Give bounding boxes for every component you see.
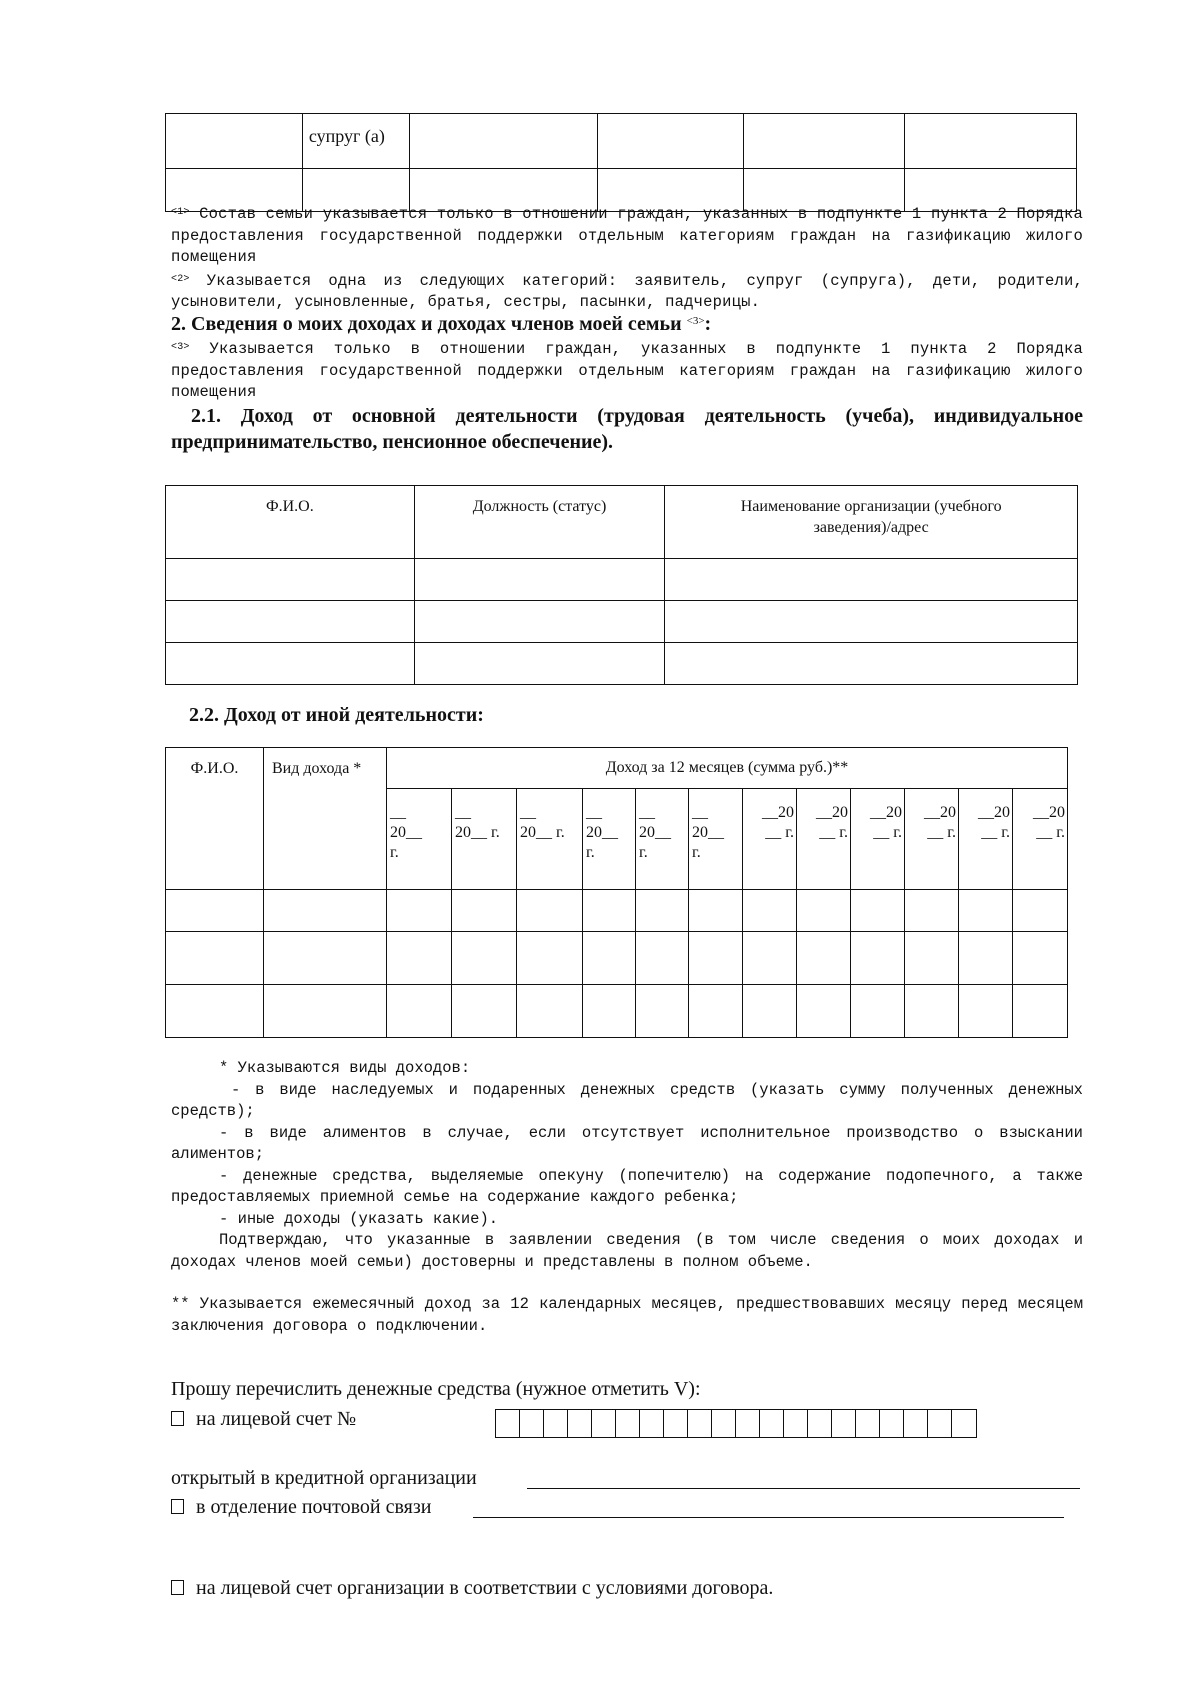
- footnote-3: $^{<3>}$ Указывается только в отношении граждан, указанных в подпункте 1 пункта 2 Порядка предоставления государственной поддержки отдельным категориям граждан на газификацию жилого помещения: [171, 340, 1083, 401]
- section-2-heading: 2. Сведения о моих доходах и доходах членов моей семьи $^{<3>}$:: [171, 313, 712, 335]
- table-cell[interactable]: [166, 932, 264, 985]
- table-cell[interactable]: [166, 559, 415, 601]
- table-cell[interactable]: [797, 890, 851, 932]
- table-cell[interactable]: [166, 643, 415, 685]
- year-header: __20 __ г.: [1013, 789, 1068, 890]
- payment-option-account[interactable]: на лицевой счет №: [171, 1408, 356, 1431]
- bank-label: открытый в кредитной организации: [171, 1467, 477, 1489]
- table-cell[interactable]: [689, 985, 743, 1038]
- year-header: __ 20__ г.: [387, 789, 452, 890]
- table-cell[interactable]: [583, 932, 636, 985]
- account-digit-cell[interactable]: [712, 1410, 736, 1437]
- table-cell[interactable]: [689, 890, 743, 932]
- header-fio: Ф.И.О.: [166, 486, 415, 559]
- header-organization: Наименование организации (учебного заведения)/адрес: [665, 486, 1078, 559]
- table-row: [166, 643, 1078, 685]
- table-cell[interactable]: [905, 114, 1077, 169]
- checkbox-organization[interactable]: [171, 1580, 184, 1595]
- year-header: __20 __ г.: [851, 789, 905, 890]
- table-cell[interactable]: [636, 890, 689, 932]
- table-row: [166, 932, 1068, 985]
- payment-intro: Прошу перечислить денежные средства (нужное отметить V):: [171, 1378, 701, 1400]
- table-cell[interactable]: [409, 114, 597, 169]
- table-cell[interactable]: [665, 559, 1078, 601]
- other-income-table: [165, 747, 1068, 1038]
- year-header: __ 20__ г.: [636, 789, 689, 890]
- table-header-row: [166, 486, 1078, 559]
- checkbox-account[interactable]: [171, 1411, 184, 1426]
- table-cell[interactable]: [743, 890, 797, 932]
- table-cell[interactable]: [905, 985, 959, 1038]
- account-digit-cell[interactable]: [520, 1410, 544, 1437]
- table-cell[interactable]: [851, 890, 905, 932]
- note-line: * Указываются виды доходов:: [219, 1059, 471, 1077]
- account-digit-cell[interactable]: [592, 1410, 616, 1437]
- account-digit-cell[interactable]: [928, 1410, 952, 1437]
- income-notes: [171, 1058, 1083, 1337]
- year-header: __ 20__ г.: [583, 789, 636, 890]
- table-cell[interactable]: [636, 932, 689, 985]
- account-digit-cell[interactable]: [640, 1410, 664, 1437]
- table-cell[interactable]: [1013, 890, 1068, 932]
- account-digit-cell[interactable]: [880, 1410, 904, 1437]
- table-cell[interactable]: [387, 932, 452, 985]
- table-cell[interactable]: [264, 932, 387, 985]
- table-cell[interactable]: [665, 643, 1078, 685]
- account-digit-cell[interactable]: [856, 1410, 880, 1437]
- table-cell[interactable]: [452, 890, 517, 932]
- account-digit-cell[interactable]: [544, 1410, 568, 1437]
- table-row: [166, 985, 1068, 1038]
- table-cell[interactable]: [905, 890, 959, 932]
- table-cell[interactable]: [959, 890, 1013, 932]
- post-office-line[interactable]: [473, 1517, 1064, 1518]
- note-line: - денежные средства, выделяемые опекуну (попечителю) на содержание подопечного, а также предоставляемых приемной семье на содержание каждого ребенка;: [171, 1166, 1083, 1206]
- table-cell[interactable]: [797, 932, 851, 985]
- table-row: [166, 890, 1068, 932]
- table-cell[interactable]: [452, 932, 517, 985]
- section-2-1-heading: 2.1. Доход от основной деятельности (трудовая деятельность (учеба), индивидуальное предпринимательство, пенсионное обеспечение).: [171, 405, 1083, 453]
- note-line: - иные доходы (указать какие).: [219, 1209, 499, 1228]
- year-header: __ 20__ г.: [689, 789, 743, 890]
- bank-name-line[interactable]: [527, 1488, 1080, 1489]
- header-fio: Ф.И.О.: [166, 748, 264, 890]
- year-header: __ 20__ г.: [452, 789, 517, 890]
- account-digit-cell[interactable]: [496, 1410, 520, 1437]
- table-header-row: [166, 748, 1068, 789]
- section-2-2-heading: 2.2. Доход от иной деятельности:: [189, 704, 484, 726]
- table-cell[interactable]: [851, 985, 905, 1038]
- account-digit-cell[interactable]: [568, 1410, 592, 1437]
- table-cell[interactable]: [166, 114, 303, 169]
- table-cell[interactable]: [166, 890, 264, 932]
- account-digit-cell[interactable]: [784, 1410, 808, 1437]
- table-cell[interactable]: [583, 890, 636, 932]
- footnote-2: $^{<2>}$ Указывается одна из следующих категорий: заявитель, супруг (супруга), дети, родители, усыновители, усыновленные, братья, сестры, пасынки, падчерицы.: [171, 271, 1083, 311]
- account-digit-cell[interactable]: [832, 1410, 856, 1437]
- account-digit-cell[interactable]: [616, 1410, 640, 1437]
- table-row: [166, 114, 1077, 169]
- table-cell[interactable]: [583, 985, 636, 1038]
- account-digit-cell[interactable]: [760, 1410, 784, 1437]
- table-row: [166, 559, 1078, 601]
- account-digit-cell[interactable]: [688, 1410, 712, 1437]
- header-position: Должность (статус): [414, 486, 665, 559]
- table-cell[interactable]: [264, 985, 387, 1038]
- table-cell[interactable]: [264, 890, 387, 932]
- table-cell[interactable]: [517, 890, 583, 932]
- payment-option-organization[interactable]: на лицевой счет организации в соответствии с условиями договора.: [171, 1577, 773, 1600]
- table-cell[interactable]: [743, 985, 797, 1038]
- table-cell[interactable]: [905, 932, 959, 985]
- account-digit-cell[interactable]: [904, 1410, 928, 1437]
- footnotes-family: [171, 202, 1083, 314]
- table-cell[interactable]: [744, 114, 905, 169]
- note-line: - в виде наследуемых и подаренных денежных средств (указать сумму полученных денежных средств);: [171, 1080, 1083, 1120]
- table-cell[interactable]: [689, 932, 743, 985]
- header-income-kind: Вид дохода *: [264, 748, 387, 890]
- table-cell[interactable]: [597, 114, 744, 169]
- table-cell[interactable]: [387, 890, 452, 932]
- table-cell[interactable]: [1013, 985, 1068, 1038]
- table-row: [166, 601, 1078, 643]
- header-income-12-months: Доход за 12 месяцев (сумма руб.)**: [387, 748, 1068, 789]
- table-cell[interactable]: [743, 932, 797, 985]
- year-header: __20 __ г.: [905, 789, 959, 890]
- table-cell[interactable]: [959, 932, 1013, 985]
- note-line: ** Указывается ежемесячный доход за 12 календарных месяцев, предшествовавших месяцу перед месяцем заключения договора о подключении.: [171, 1295, 1083, 1335]
- account-number-grid[interactable]: [495, 1409, 977, 1438]
- year-header: __ 20__ г.: [517, 789, 583, 890]
- table-cell[interactable]: [517, 932, 583, 985]
- account-digit-cell[interactable]: [808, 1410, 832, 1437]
- relation-cell: супруг (а): [302, 114, 409, 169]
- account-digit-cell[interactable]: [952, 1410, 976, 1437]
- table-cell[interactable]: [517, 985, 583, 1038]
- year-header: __20 __ г.: [959, 789, 1013, 890]
- table-cell[interactable]: [665, 601, 1078, 643]
- year-header: __20 __ г.: [743, 789, 797, 890]
- table-cell[interactable]: [797, 985, 851, 1038]
- table-cell[interactable]: [414, 601, 665, 643]
- table-cell[interactable]: [1013, 932, 1068, 985]
- note-line: Подтверждаю, что указанные в заявлении сведения (в том числе сведения о моих доходах и доходах членов моей семьи) достоверны и представлены в полном объеме.: [171, 1231, 1083, 1271]
- table-cell[interactable]: [959, 985, 1013, 1038]
- table-cell[interactable]: [452, 985, 517, 1038]
- checkbox-post[interactable]: [171, 1499, 184, 1514]
- main-income-table: [165, 485, 1078, 685]
- payment-option-post[interactable]: в отделение почтовой связи: [171, 1496, 431, 1519]
- year-header: __20 __ г.: [797, 789, 851, 890]
- table-cell[interactable]: [636, 985, 689, 1038]
- footnote-1: $^{<1>}$ Состав семьи указывается только в отношении граждан, указанных в подпункте 1 пункта 2 Порядка предоставления государственной поддержки отдельным категориям граждан на газификацию жилого помещения: [171, 205, 1083, 266]
- table-cell[interactable]: [166, 601, 415, 643]
- table-cell[interactable]: [166, 985, 264, 1038]
- table-cell[interactable]: [387, 985, 452, 1038]
- table-cell[interactable]: [851, 932, 905, 985]
- table-cell[interactable]: [414, 559, 665, 601]
- note-line: - в виде алиментов в случае, если отсутствует исполнительное производство о взыскании алиментов;: [171, 1123, 1083, 1163]
- table-cell[interactable]: [414, 643, 665, 685]
- family-table-fragment: [165, 113, 1077, 212]
- account-digit-cell[interactable]: [736, 1410, 760, 1437]
- account-digit-cell[interactable]: [664, 1410, 688, 1437]
